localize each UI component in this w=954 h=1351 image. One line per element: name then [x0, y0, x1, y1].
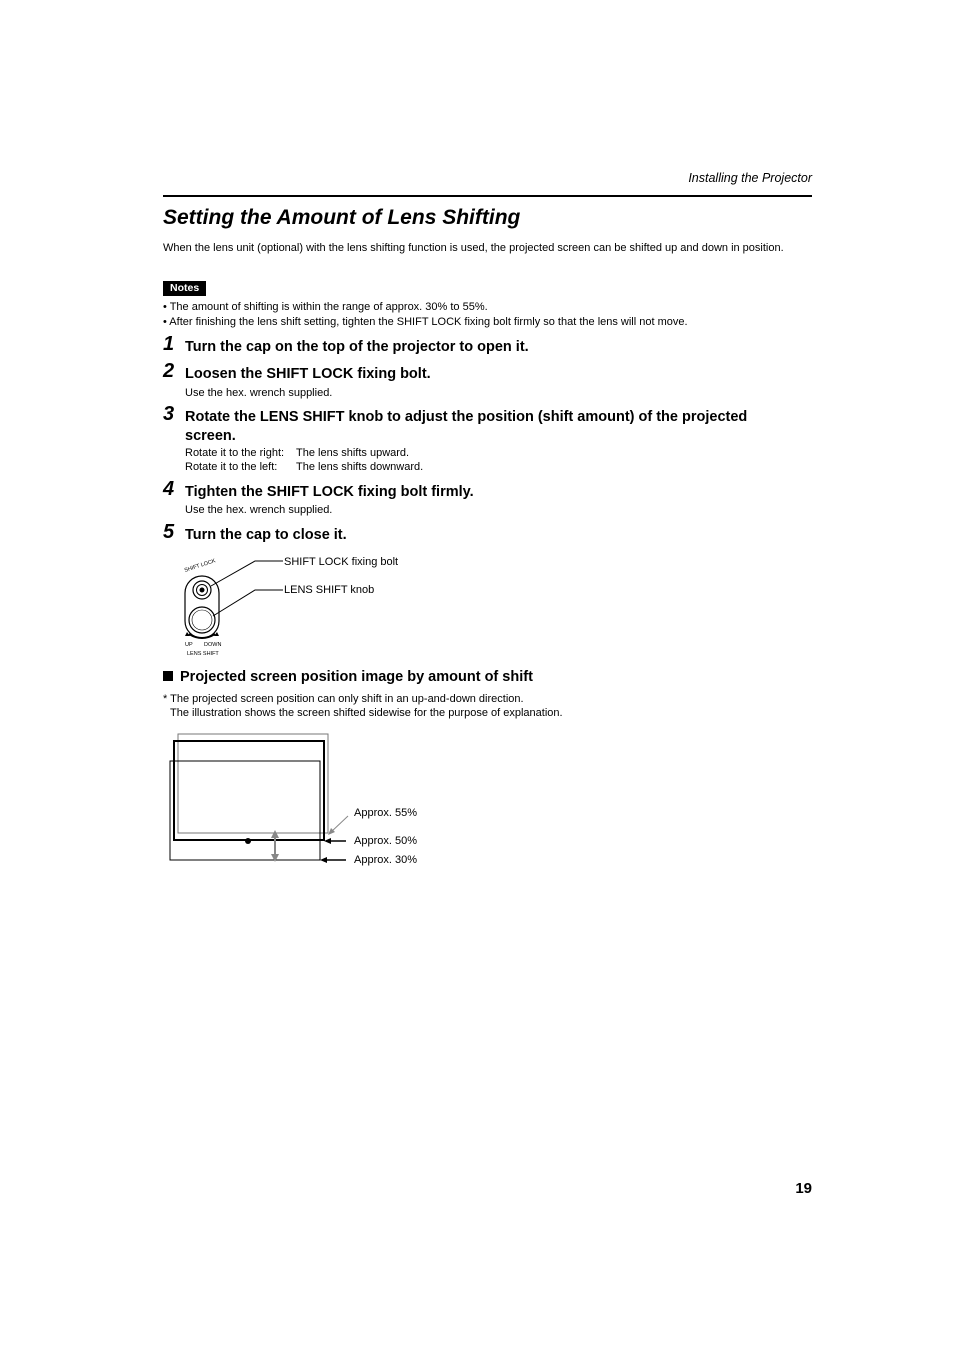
step-text: Rotate the LENS SHIFT knob to adjust the position (shift amount) of the projected [185, 409, 748, 425]
step-subtext: Use the hex. wrench supplied. [185, 504, 333, 516]
lens-shift-label: LENS SHIFT knob [284, 584, 375, 596]
engraved-up: UP [185, 642, 193, 648]
hex-socket-icon [200, 588, 205, 593]
pointer-arrow-50-icon [324, 838, 331, 844]
arrow-up-icon [271, 830, 279, 838]
note-item: • The amount of shifting is within the range of approx. 30% to 55%. [163, 301, 488, 313]
step-subtext: Use the hex. wrench supplied. [185, 387, 333, 399]
label-approx-55: Approx. 55% [354, 807, 417, 819]
label-approx-30: Approx. 30% [354, 854, 417, 866]
lens-shift-knob-diagram [163, 550, 423, 662]
running-header: Installing the Projector [688, 171, 812, 185]
rotation-label: Rotate it to the left: [185, 461, 278, 473]
section-heading [163, 669, 533, 685]
note-item: • After finishing the lens shift setting, tighten the SHIFT LOCK fixing bolt firmly so that the lens will not move. [163, 316, 688, 328]
step-number: 4 [163, 478, 175, 500]
leader-line-shift-lock [211, 561, 283, 586]
rotation-value: The lens shifts downward. [296, 461, 424, 473]
engraved-down: DOWN [204, 642, 222, 648]
step-number: 3 [163, 403, 175, 425]
square-bullet-icon [163, 671, 173, 681]
page-number: 19 [795, 1180, 812, 1197]
step-text-continued: screen. [185, 428, 236, 444]
step-text: Turn the cap to close it. [185, 527, 347, 543]
intro-paragraph: When the lens unit (optional) with the lens shifting function is used, the projected screen can be shifted up and down in position. [163, 242, 784, 254]
label-approx-50: Approx. 50% [354, 835, 417, 847]
step-text: Tighten the SHIFT LOCK fixing bolt firmly. [185, 484, 474, 500]
screen-shift-diagram [160, 728, 440, 870]
footnote: * The projected screen position can only shift in an up-and-down direction. [163, 693, 524, 705]
step-number: 1 [163, 333, 175, 355]
screen-outline-30 [170, 761, 320, 860]
step-text: Loosen the SHIFT LOCK fixing bolt. [185, 366, 431, 382]
rotation-value: The lens shifts upward. [296, 447, 410, 459]
leader-line-lens-shift [213, 590, 283, 616]
footnote-continued: The illustration shows the screen shifted sidewise for the purpose of explanation. [170, 707, 563, 719]
notes-badge: Notes [163, 281, 206, 296]
step-number: 2 [163, 360, 175, 382]
engraved-lens-shift: LENS SHIFT [187, 651, 219, 657]
page-title: Setting the Amount of Lens Shifting [163, 206, 521, 229]
screen-outline-50 [174, 741, 324, 840]
section-heading-text: Projected screen position image by amount of shift [180, 669, 533, 685]
lens-center-dot [245, 838, 251, 844]
header-rule [163, 195, 812, 197]
pointer-arrow-30-icon [320, 857, 327, 863]
rotation-label: Rotate it to the right: [185, 447, 285, 459]
engraved-shift-lock: SHIFT LOCK [183, 558, 217, 574]
step-text: Turn the cap on the top of the projector to open it. [185, 339, 529, 355]
arrow-down-icon [271, 854, 279, 862]
lens-shift-knob-icon [189, 607, 215, 633]
shift-lock-label: SHIFT LOCK fixing bolt [284, 556, 399, 568]
screen-outline-55 [178, 734, 328, 833]
step-number: 5 [163, 521, 175, 543]
